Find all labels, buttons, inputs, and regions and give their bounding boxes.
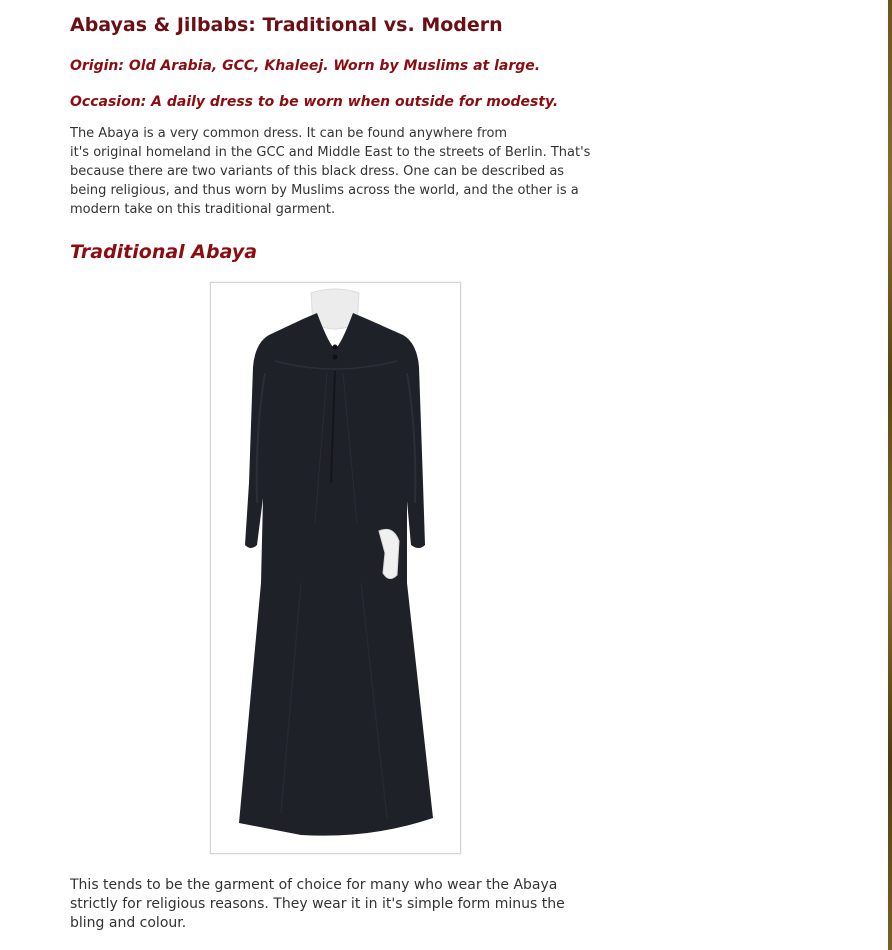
abaya-button bbox=[333, 355, 338, 360]
abaya-garment-body bbox=[239, 313, 433, 836]
intro-line: because there are two variants of this black dress. One can be described as bbox=[70, 164, 565, 179]
abaya-button bbox=[333, 345, 338, 350]
occasion-line: Occasion: A daily dress to be worn when outside for modesty. bbox=[70, 94, 559, 110]
abaya-product-image bbox=[210, 282, 461, 854]
abaya-illustration bbox=[211, 283, 460, 853]
decorative-side-border bbox=[888, 0, 892, 950]
intro-line: The Abaya is a very common dress. It can be found anywhere from bbox=[70, 126, 508, 141]
section-heading-traditional-abaya: Traditional Abaya bbox=[70, 241, 258, 263]
intro-paragraph bbox=[70, 124, 600, 219]
caption-line: strictly for religious reasons. They wear it in it's simple form minus the bbox=[70, 896, 565, 912]
caption-line: This tends to be the garment of choice for many who wear the Abaya bbox=[70, 877, 558, 893]
intro-line: modern take on this traditional garment. bbox=[70, 202, 336, 217]
caption-line: bling and colour. bbox=[70, 915, 187, 931]
intro-line: it's original homeland in the GCC and Middle East to the streets of Berlin. That's bbox=[70, 145, 591, 160]
page-title: Abayas & Jilbabs: Traditional vs. Modern bbox=[70, 14, 503, 36]
caption-paragraph bbox=[70, 876, 590, 933]
origin-line: Origin: Old Arabia, GCC, Khaleej. Worn by Muslims at large. bbox=[70, 58, 541, 74]
article bbox=[70, 12, 600, 931]
intro-line: being religious, and thus worn by Muslims across the world, and the other is a bbox=[70, 183, 579, 198]
